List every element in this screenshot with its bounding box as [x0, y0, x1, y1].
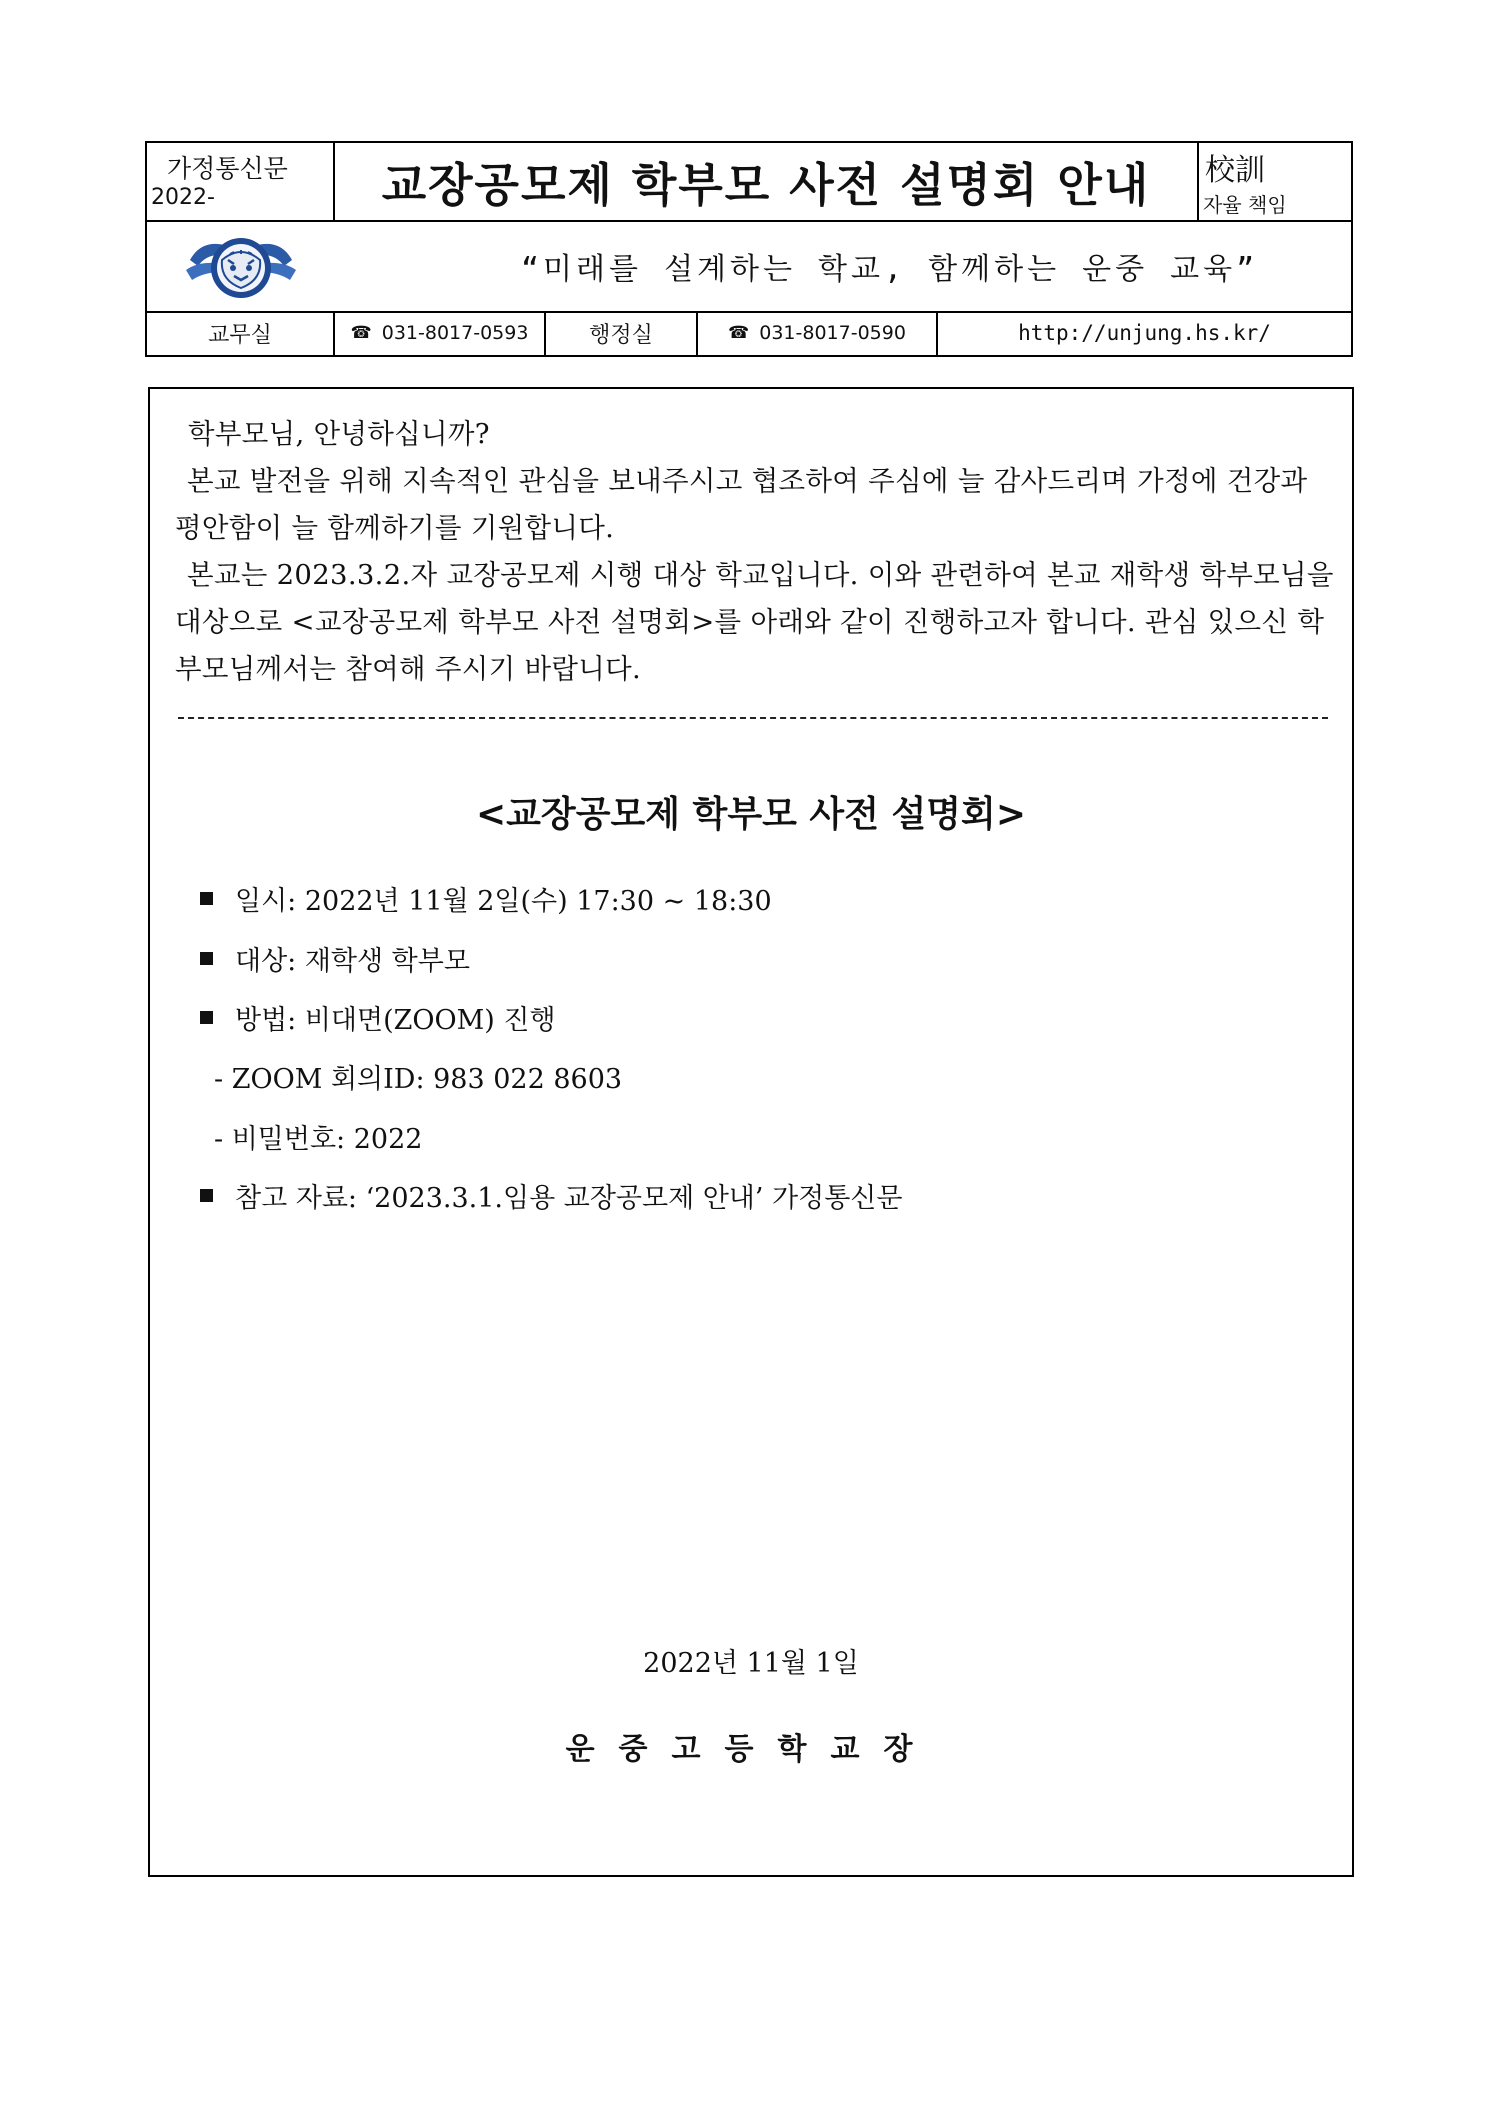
tiger-emblem-icon — [182, 230, 300, 302]
square-bullet-icon — [200, 1011, 213, 1024]
admin-phone-cell — [698, 311, 938, 355]
square-bullet-icon — [200, 952, 213, 965]
principal-signature: 운중고등학교장 — [565, 1732, 937, 1767]
admin-office-label: 행정실 — [546, 311, 698, 355]
notice-paragraph: 본교는 2023.3.2.자 교장공모제 시행 대상 학교입니다. 이와 관련하여 본교 재학생 학부모님을 대상으로 <교장공모제 학부모 사전 설명회>를 아래와 같이 진행하고자 합니다. 관심 있으신 학부모님께서는 참여해 주시기 바랍니다. — [175, 559, 1334, 685]
title-cell — [335, 143, 1199, 220]
zoom-password: - 비밀번호: 2022 — [214, 1124, 423, 1155]
school-slogan-cell — [335, 220, 1351, 311]
method-text: 방법: 비대면(ZOOM) 진행 — [235, 1005, 556, 1036]
intro-paragraph: 본교 발전을 위해 지속적인 관심을 보내주시고 협조하여 주심에 늘 감사드리며 가정에 건강과 평안함이 늘 함께하기를 기원합니다. — [175, 465, 1308, 544]
issue-number: 2022- — [151, 185, 215, 210]
school-logo — [147, 220, 335, 311]
list-item-method — [200, 998, 556, 1037]
target-text: 대상: 재학생 학부모 — [235, 946, 470, 977]
school-slogan: “미래를 설계하는 학교, 함께하는 운중 교육” — [521, 251, 1259, 287]
list-item-datetime — [200, 879, 772, 918]
office-label: 교무실 — [147, 311, 335, 355]
square-bullet-icon — [200, 1189, 213, 1202]
phone-icon: ☎ — [350, 323, 372, 343]
list-item-reference — [200, 1176, 902, 1215]
letterhead-slogan-row — [147, 220, 1351, 313]
school-website-link[interactable]: http://unjung.hs.kr/ — [1018, 321, 1271, 345]
contact-row — [147, 311, 1351, 355]
reference-text: 참고 자료: ‘2023.3.1.임용 교장공모제 안내’ 가정통신문 — [235, 1183, 903, 1214]
letterhead-title-row — [147, 143, 1351, 222]
motto-heading: 校訓 — [1205, 153, 1265, 188]
dashed-divider — [178, 717, 1328, 719]
issue-date: 2022년 11월 1일 — [643, 1648, 859, 1679]
list-item-target — [200, 939, 470, 978]
phone-icon: ☎ — [728, 323, 750, 343]
school-motto-cell — [1199, 143, 1351, 220]
letter-body — [148, 387, 1354, 1877]
school-motto: 자율 책임 — [1203, 193, 1287, 217]
office-phone-cell — [335, 311, 546, 355]
page-title: 교장공모제 학부모 사전 설명회 안내 — [381, 157, 1151, 212]
newsletter-kind-cell — [147, 143, 335, 220]
office-phone: 031-8017-0593 — [381, 322, 529, 344]
zoom-meeting-id: - ZOOM 회의ID: 983 022 8603 — [214, 1064, 623, 1095]
greeting: 학부모님, 안녕하십니까? — [188, 418, 490, 450]
square-bullet-icon — [200, 892, 213, 905]
newsletter-kind-label: 가정통신문 — [167, 154, 288, 183]
letterhead — [145, 141, 1353, 357]
section-title: <교장공모제 학부모 사전 설명회> — [475, 794, 1027, 835]
datetime-text: 일시: 2022년 11월 2일(수) 17:30 ~ 18:30 — [235, 886, 772, 917]
admin-phone: 031-8017-0590 — [759, 322, 906, 344]
